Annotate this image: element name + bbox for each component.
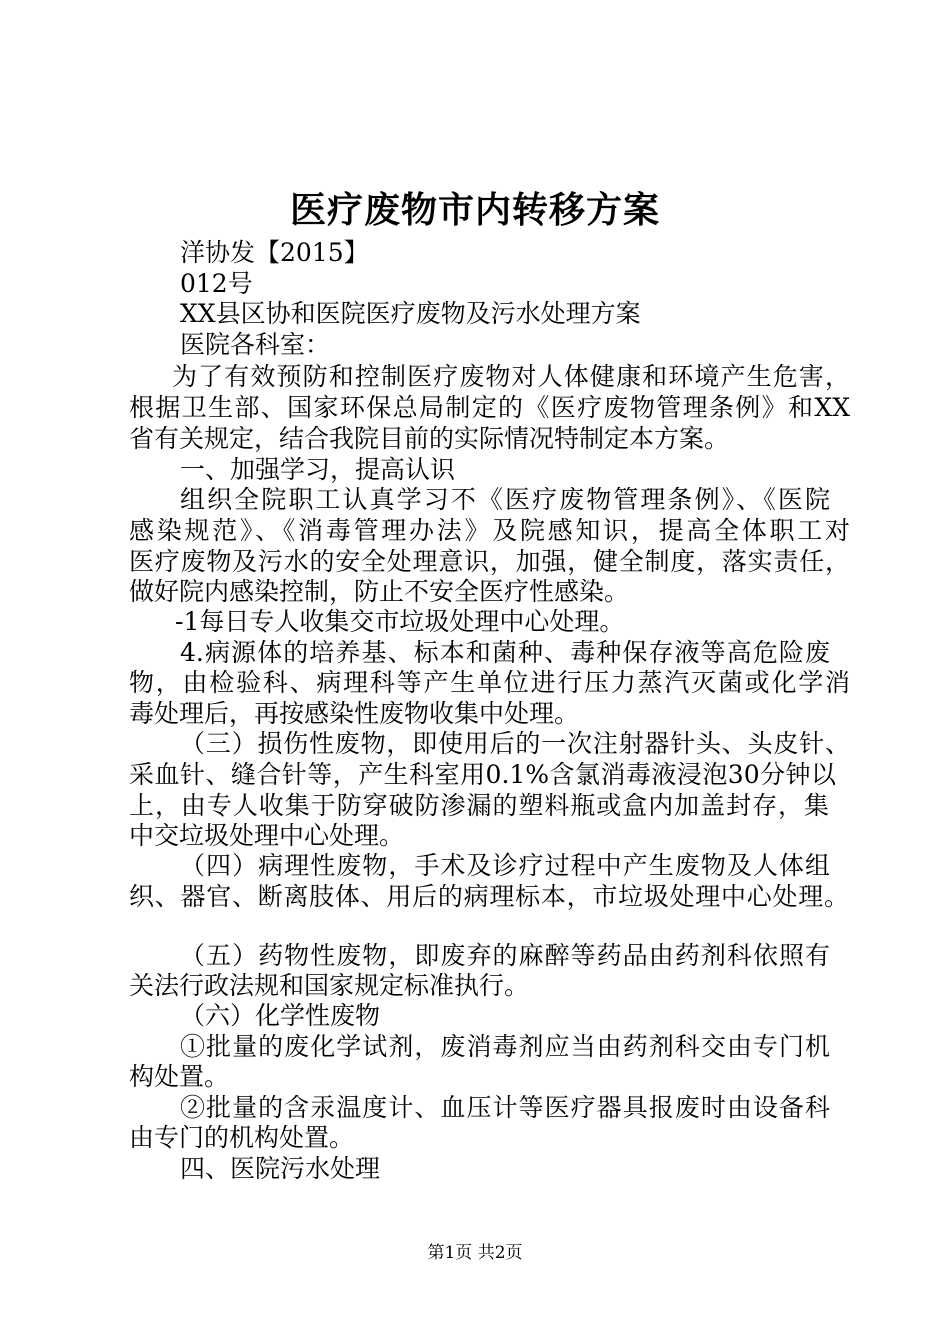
paragraph-line: 4.病源体的培养基、标本和菌种、毒种保存液等高危险废 xyxy=(180,638,830,667)
paragraph-line: 医疗废物及污水的安全处理意识，加强，健全制度，落实责任， xyxy=(129,547,850,576)
paragraph-line: 织、器官、断离肢体、用后的病理标本，市垃圾处理中心处理。 xyxy=(129,882,849,911)
paragraph-line: 上，由专人收集于防穿破防渗漏的塑料瓶或盒内加盖封存，集 xyxy=(129,791,829,820)
paragraph-line: （四）病理性废物，手术及诊疗过程中产生废物及人体组 xyxy=(180,851,830,880)
paragraph-line: 根据卫生部、国家环保总局制定的《医疗废物管理条例》和XX xyxy=(129,393,850,422)
section-heading: （六）化学性废物 xyxy=(180,1001,381,1030)
paragraph-line: 毒处理后，再按感染性废物收集中处理。 xyxy=(129,699,580,728)
section-heading: 四、医院污水处理 xyxy=(180,1154,381,1183)
doc-number-suffix: 012号 xyxy=(180,269,253,298)
salutation: 医院各科室： xyxy=(180,330,331,359)
document-subtitle: XX县区协和医院医疗废物及污水处理方案 xyxy=(180,299,641,328)
document-title: 医疗废物市内转移方案 xyxy=(289,189,660,231)
paragraph-line: 省有关规定，结合我院目前的实际情况特制定本方案。 xyxy=(129,424,730,453)
paragraph-line: 组织全院职工认真学习不《医疗废物管理条例》、《医院 xyxy=(180,485,830,514)
paragraph-line: 由专门的机构处置。 xyxy=(129,1123,355,1152)
paragraph-line: 采血针、缝合针等，产生科室用0.1%含氯消毒液浸泡30分钟以 xyxy=(129,760,836,789)
page-footer: 第1页 共2页 xyxy=(427,1243,523,1263)
paragraph-line: 物，由检验科、病理科等产生单位进行压力蒸汽灭菌或化学消 xyxy=(129,668,850,697)
paragraph-line: 做好院内感染控制，防止不安全医疗性感染。 xyxy=(129,577,630,606)
paragraph-line: 关法行政法规和国家规定标准执行。 xyxy=(129,971,530,1000)
paragraph-line: （五）药物性废物，即废弃的麻醉等药品由药剂科依照有 xyxy=(180,941,830,970)
paragraph-line: 为了有效预防和控制医疗废物对人体健康和环境产生危害， xyxy=(172,362,850,391)
paragraph-line: ②批量的含汞温度计、血压计等医疗器具报废时由设备科 xyxy=(180,1093,830,1122)
paragraph-line: ①批量的废化学试剂，废消毒剂应当由药剂科交由专门机 xyxy=(180,1032,830,1061)
paragraph-line: （三）损伤性废物，即使用后的一次注射器针头、头皮针、 xyxy=(180,729,850,758)
section-heading: 一、加强学习，提高认识 xyxy=(180,455,456,484)
paragraph-line: 中交垃圾处理中心处理。 xyxy=(129,821,405,850)
paragraph-line: 感染规范》、《消毒管理办法》及院感知识，提高全体职工对 xyxy=(129,516,850,545)
paragraph-line: 构处置。 xyxy=(129,1062,230,1091)
paragraph-line: -1每日专人收集交市垃圾处理中心处理。 xyxy=(175,607,625,636)
doc-number-line: 洋协发【2015】 xyxy=(180,238,369,267)
